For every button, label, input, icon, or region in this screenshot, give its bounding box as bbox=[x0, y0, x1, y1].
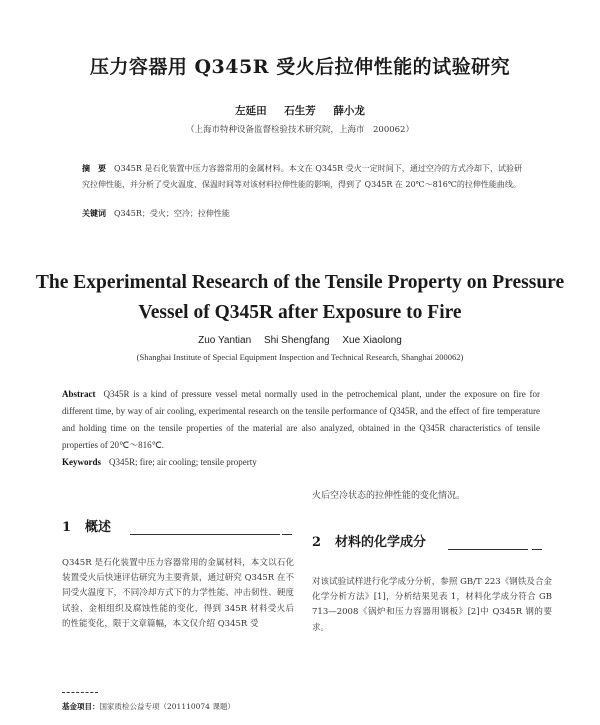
right-column-continuation: 火后空冷状态的拉伸性能的变化情况。 bbox=[312, 491, 466, 501]
section-1-rule-end bbox=[282, 534, 292, 535]
right-column-body: 对该试验试样进行化学成分分析，参照 GB/T 223《钢铁及合金化学分析方法》[1]，分析结果见表 1，材料化学成分符合 GB 713—2008《锅炉和压力容器用钢板》[2]中 Q345R 钢的要求。 bbox=[312, 577, 552, 633]
english-keywords-text: Q345R; fire; air cooling; tensile property bbox=[109, 457, 257, 467]
chinese-abstract bbox=[82, 160, 522, 193]
author-1-en: Zuo Yantian bbox=[198, 335, 252, 346]
section-2-rule-end bbox=[532, 549, 542, 550]
english-abstract-text: Q345R is a kind of pressure vessel metal normally used in the petrochemical plant, under the exposure on fire for different time, by way of air cooling, experimental research on the tensile performance of Q345R, and the effect of fire temperature and holding time on the tensile properties of the material are also analyzed, obtained in the Q345R characteristics of tensile properties of 20℃～816℃. bbox=[62, 389, 540, 450]
chinese-affiliation: （上海市特种设备监督检验技术研究院，上海市 200062） bbox=[186, 125, 414, 135]
author-3-cn: 薛小龙 bbox=[333, 105, 365, 117]
left-column-body: Q345R 是石化装置中压力容器常用的金属材料，本文以石化装置受火后快速评估研究为主要背景，通过研究 Q345R 在不同受火温度下，不同冷却方式下的力学性能、冲击韧性、硬度试验、金相组织及腐蚀性能的变化，得到 345R 材料受火后的性能变化，限于文章篇幅，本文仅介绍 Q345R 受 bbox=[62, 558, 294, 629]
english-keywords bbox=[62, 457, 540, 467]
footnote-text: 国家质检公益专项（201110074 课题） bbox=[99, 702, 235, 711]
author-1-cn: 左延田 bbox=[235, 105, 267, 117]
chinese-authors bbox=[0, 103, 600, 118]
chinese-abstract-text: Q345R 是石化装置中压力容器常用的金属材料。本文在 Q345R 受火一定时间下，通过空冷的方式冷却下，试验研究拉伸性能，并分析了受火温度、保温时间等对该材料拉伸性能的影响，得到了 Q345R 在 20℃～816℃的拉伸性能曲线。 bbox=[82, 164, 523, 189]
section-2-title: 材料的化学成分 bbox=[335, 535, 427, 550]
author-2-en: Shi Shengfang bbox=[263, 335, 330, 346]
section-1-heading bbox=[62, 516, 111, 535]
author-3-en: Xue Xiaolong bbox=[342, 335, 402, 346]
chinese-keywords-label: 关键词 bbox=[82, 208, 106, 218]
english-abstract bbox=[62, 386, 540, 454]
section-1-number: 1 bbox=[62, 520, 72, 535]
english-affiliation: (Shanghai Institute of Special Equipment Inspection and Technical Research, Shanghai 200062) bbox=[136, 352, 464, 362]
chinese-keywords bbox=[82, 208, 522, 219]
section-1-rule bbox=[130, 534, 280, 535]
chinese-title: 压力容器用 Q345R 受火后拉伸性能的试验研究 bbox=[89, 56, 511, 78]
footnote bbox=[62, 701, 542, 712]
footnote-divider bbox=[62, 692, 98, 693]
section-1-title: 概述 bbox=[85, 520, 112, 535]
english-abstract-label: Abstract bbox=[62, 389, 96, 399]
section-2-rule bbox=[448, 549, 528, 550]
english-keywords-label: Keywords bbox=[62, 457, 101, 467]
footnote-label: 基金项目： bbox=[62, 702, 100, 711]
english-title: The Experimental Research of the Tensile Property on Pressure Vessel of Q345R after Exposure to Fire bbox=[35, 272, 565, 323]
section-2-number: 2 bbox=[312, 535, 322, 550]
english-authors bbox=[0, 335, 600, 346]
chinese-keywords-text: Q345R；受火；空冷；拉伸性能 bbox=[114, 209, 230, 218]
author-2-cn: 石生芳 bbox=[284, 105, 316, 117]
chinese-abstract-label: 摘 要 bbox=[82, 163, 107, 173]
section-2-heading bbox=[312, 531, 426, 550]
